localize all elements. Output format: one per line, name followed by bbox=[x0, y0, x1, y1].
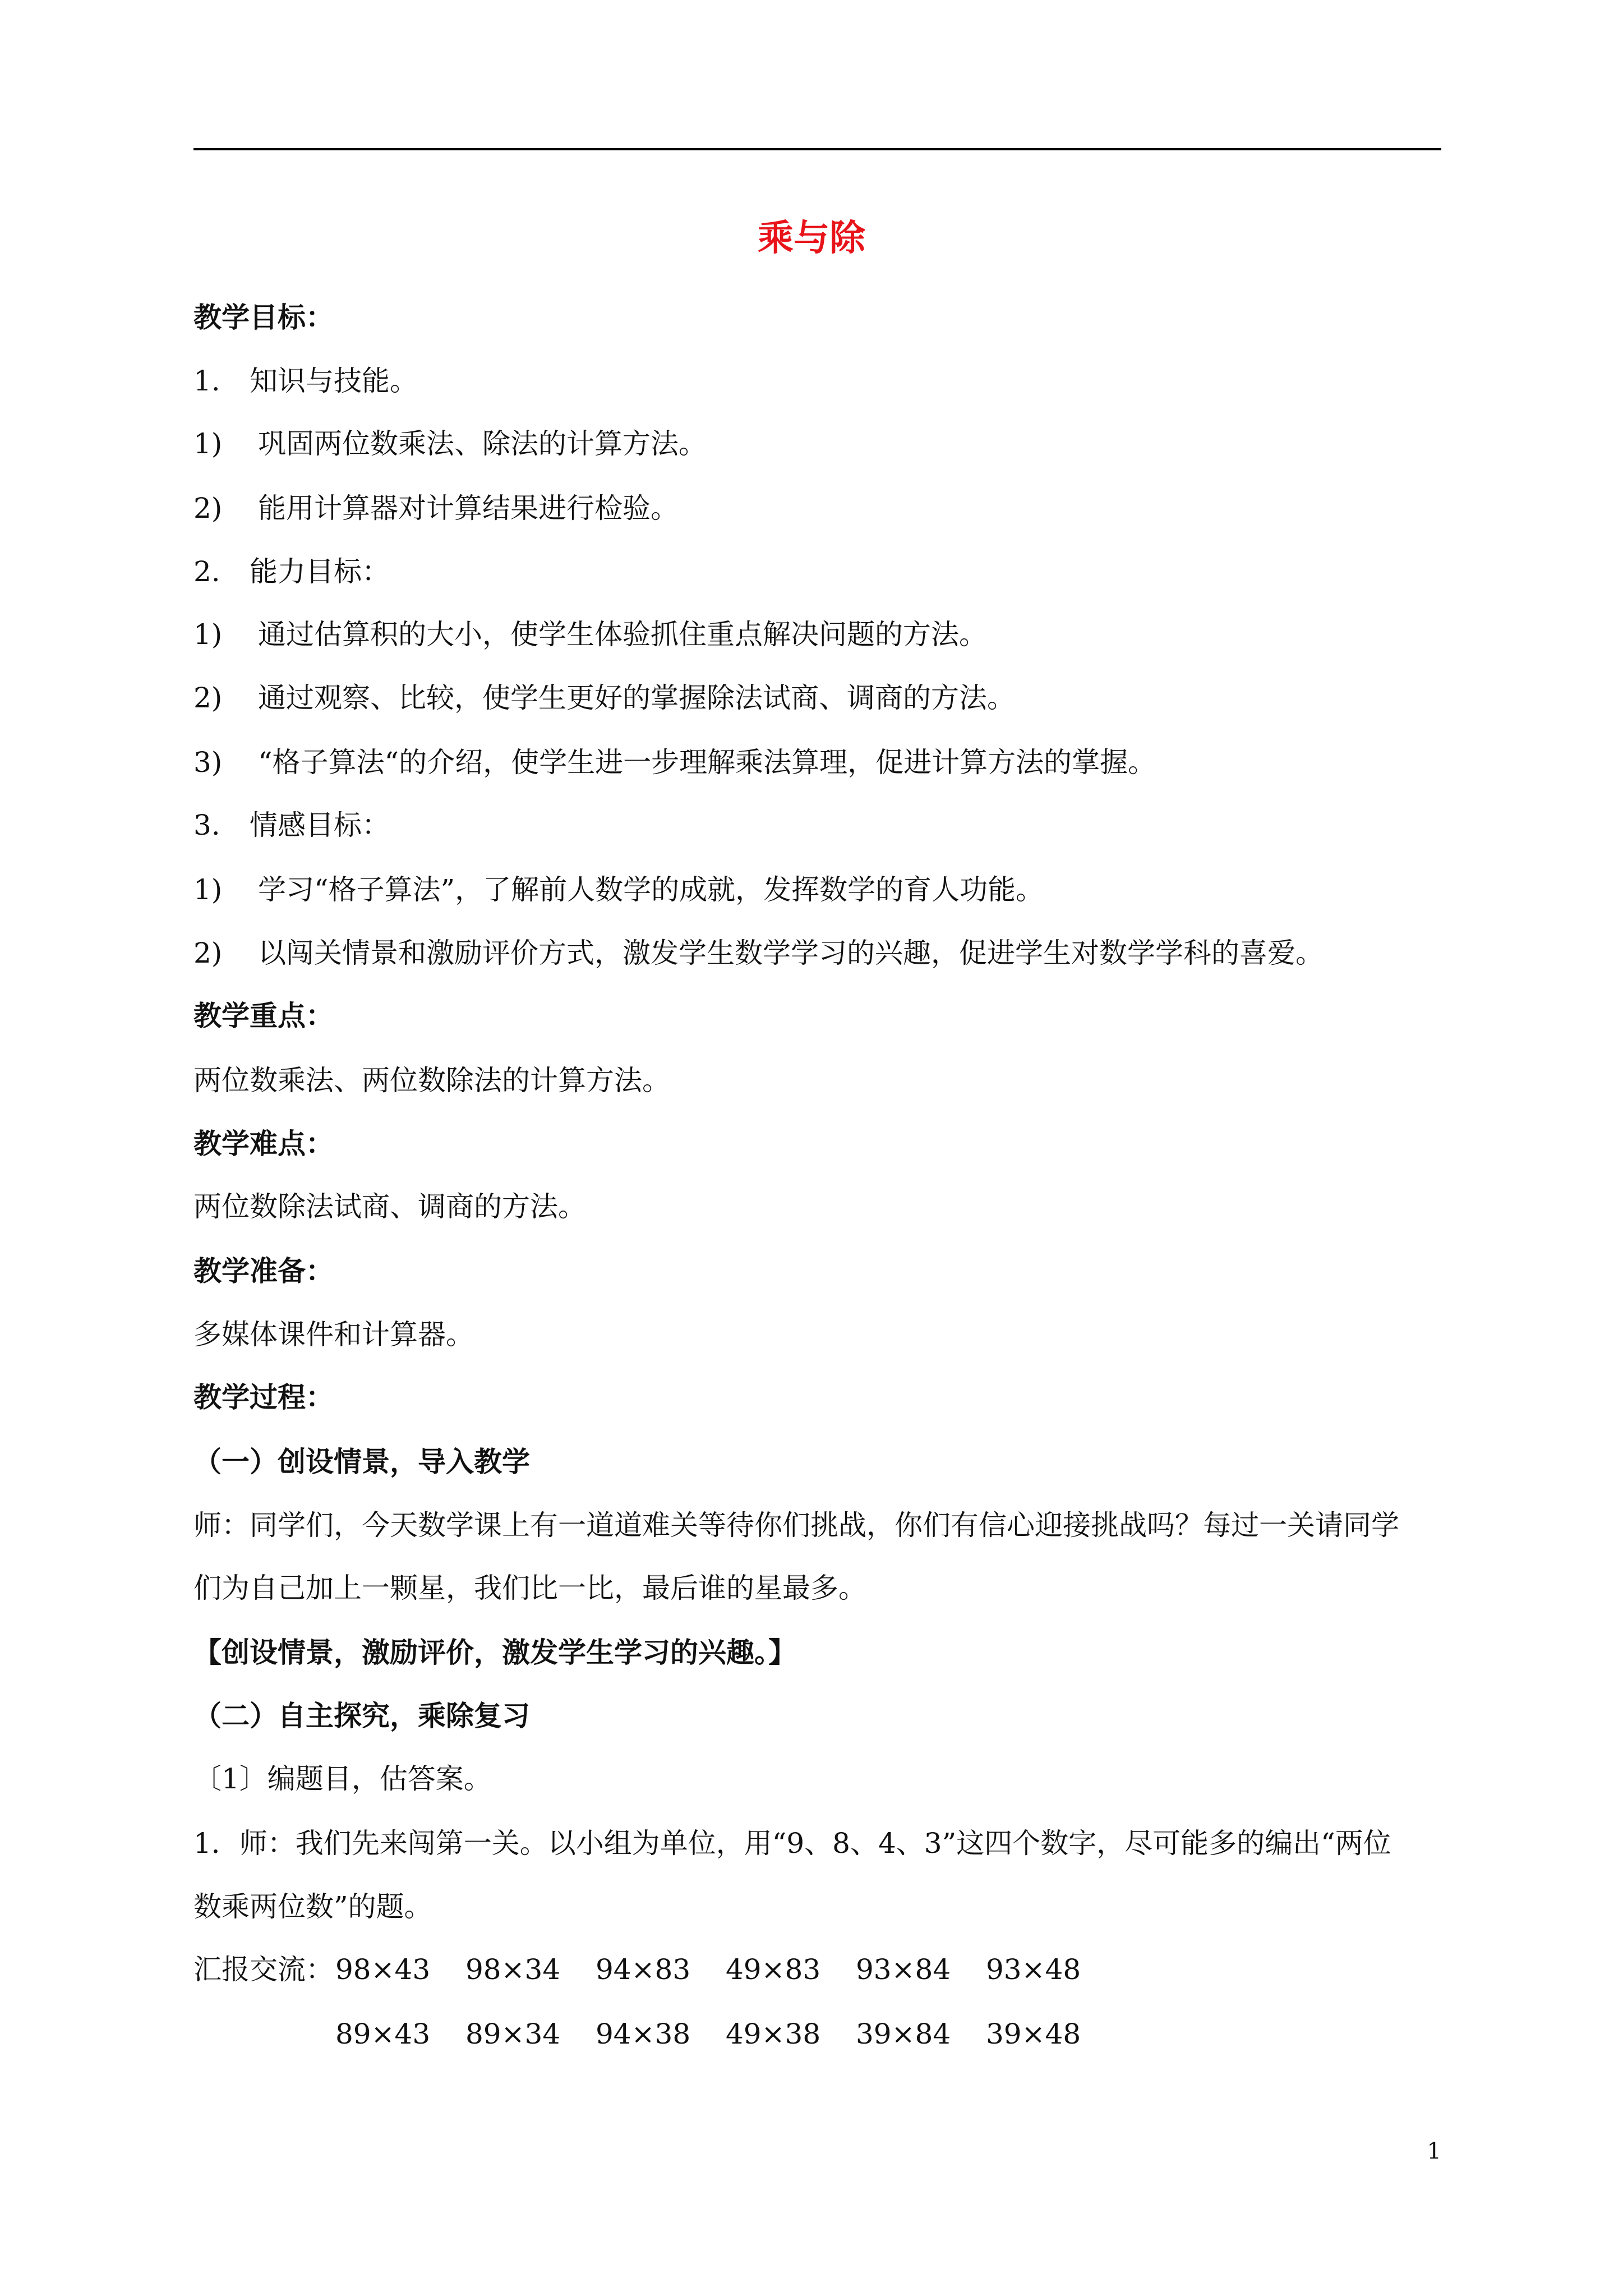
goal1-text: 知识与技能。 bbox=[250, 365, 418, 397]
expression: 89×43 bbox=[335, 2018, 431, 2050]
header-rule bbox=[193, 148, 1441, 150]
goal2-item-3-text: “格子算法“的介绍，使学生进一步理解乘法算理，促进计算方法的掌握。 bbox=[258, 746, 1156, 779]
page-number: 1 bbox=[1427, 2138, 1441, 2164]
goal3-item-1 bbox=[193, 872, 1044, 907]
section1-note: 【创设情景，激励评价，激发学生学习的兴趣。】 bbox=[193, 1636, 796, 1669]
goal3-item-2-text: 以闯关情景和激励评价方式，激发学生数学学习的兴趣，促进学生对数学学科的喜爱。 bbox=[258, 937, 1324, 969]
goal1-item-2 bbox=[193, 491, 679, 526]
goal2-item-1-marker: 1) bbox=[193, 618, 223, 651]
goal2-line bbox=[193, 554, 390, 589]
expression: 94×83 bbox=[596, 1953, 691, 1986]
report-label: 汇报交流： bbox=[193, 1953, 334, 1986]
section1-paragraph-line-1: 师：同学们，今天数学课上有一道道难关等待你们挑战，你们有信心迎接挑战吗？每过一关请同学 bbox=[193, 1509, 1399, 1542]
goal3-item-2 bbox=[193, 936, 1324, 970]
goal3-item-1-text: 学习“格子算法”，了解前人数学的成就，发挥数学的育人功能。 bbox=[258, 873, 1044, 906]
expression: 93×48 bbox=[986, 1953, 1081, 1986]
expressions-row-1 bbox=[193, 1952, 1116, 1987]
goal2-item-1-text: 通过估算积的大小，使学生体验抓住重点解决问题的方法。 bbox=[258, 618, 987, 651]
expression: 49×38 bbox=[726, 2018, 821, 2050]
section2-heading: （二）自主探究，乘除复习 bbox=[193, 1699, 530, 1732]
goal1-item-2-marker: 2) bbox=[193, 492, 223, 524]
goal3-line bbox=[193, 808, 390, 843]
section2-paragraph-line-2: 数乘两位数”的题。 bbox=[193, 1890, 432, 1923]
expression: 39×84 bbox=[856, 2018, 951, 2050]
goal2-text: 能力目标： bbox=[250, 555, 390, 588]
goal2-item-2 bbox=[193, 680, 1015, 715]
goal3-text: 情感目标： bbox=[250, 809, 390, 841]
goal2-item-2-text: 通过观察、比较，使学生更好的掌握除法试商、调商的方法。 bbox=[258, 682, 1015, 714]
difficulties-text: 两位数除法试商、调商的方法。 bbox=[193, 1190, 586, 1223]
goal1-item-2-text: 能用计算器对计算结果进行检验。 bbox=[258, 492, 679, 524]
goal3-item-1-marker: 1) bbox=[193, 873, 223, 906]
goal2-item-3-marker: 3) bbox=[193, 746, 223, 779]
section2-subheading: 〔1〕编题目，估答案。 bbox=[193, 1763, 492, 1795]
expression: 89×34 bbox=[465, 2018, 561, 2050]
difficulties-heading: 教学难点： bbox=[193, 1127, 334, 1160]
section2-paragraph-line-1: 1．师：我们先来闯第一关。以小组为单位，用“9、8、4、3”这四个数字，尽可能多的编出“两位 bbox=[193, 1827, 1391, 1860]
preparation-text: 多媒体课件和计算器。 bbox=[193, 1318, 474, 1351]
section1-heading: （一）创设情景，导入教学 bbox=[193, 1445, 530, 1478]
expression: 98×34 bbox=[465, 1953, 561, 1986]
goal2-item-3 bbox=[193, 745, 1156, 780]
goal2-item-2-marker: 2) bbox=[193, 682, 223, 714]
preparation-heading: 教学准备： bbox=[193, 1254, 334, 1287]
key-points-heading: 教学重点： bbox=[193, 999, 334, 1032]
goals-heading: 教学目标： bbox=[193, 301, 334, 334]
expression: 98×43 bbox=[335, 1953, 431, 1986]
expressions-row-2 bbox=[193, 2017, 1116, 2051]
section1-paragraph-line-2: 们为自己加上一颗星，我们比一比，最后谁的星最多。 bbox=[193, 1572, 866, 1604]
expression: 94×38 bbox=[596, 2018, 691, 2050]
process-heading: 教学过程： bbox=[193, 1381, 334, 1414]
goal2-number: 2. bbox=[193, 555, 220, 588]
goal3-number: 3. bbox=[193, 809, 220, 841]
goal1-number: 1. bbox=[193, 365, 220, 397]
goal2-item-1 bbox=[193, 617, 987, 652]
page-title: 乘与除 bbox=[758, 217, 865, 259]
expression: 93×84 bbox=[856, 1953, 951, 1986]
goal3-item-2-marker: 2) bbox=[193, 937, 223, 969]
expression: 39×48 bbox=[986, 2018, 1081, 2050]
goal1-item-1-text: 巩固两位数乘法、除法的计算方法。 bbox=[258, 427, 707, 460]
report-label-spacer bbox=[193, 2017, 335, 2051]
expression: 49×83 bbox=[726, 1953, 821, 1986]
goal1-item-1-marker: 1) bbox=[193, 427, 223, 460]
goal1-item-1 bbox=[193, 426, 707, 461]
goal1-line bbox=[193, 364, 418, 398]
key-points-text: 两位数乘法、两位数除法的计算方法。 bbox=[193, 1064, 670, 1097]
